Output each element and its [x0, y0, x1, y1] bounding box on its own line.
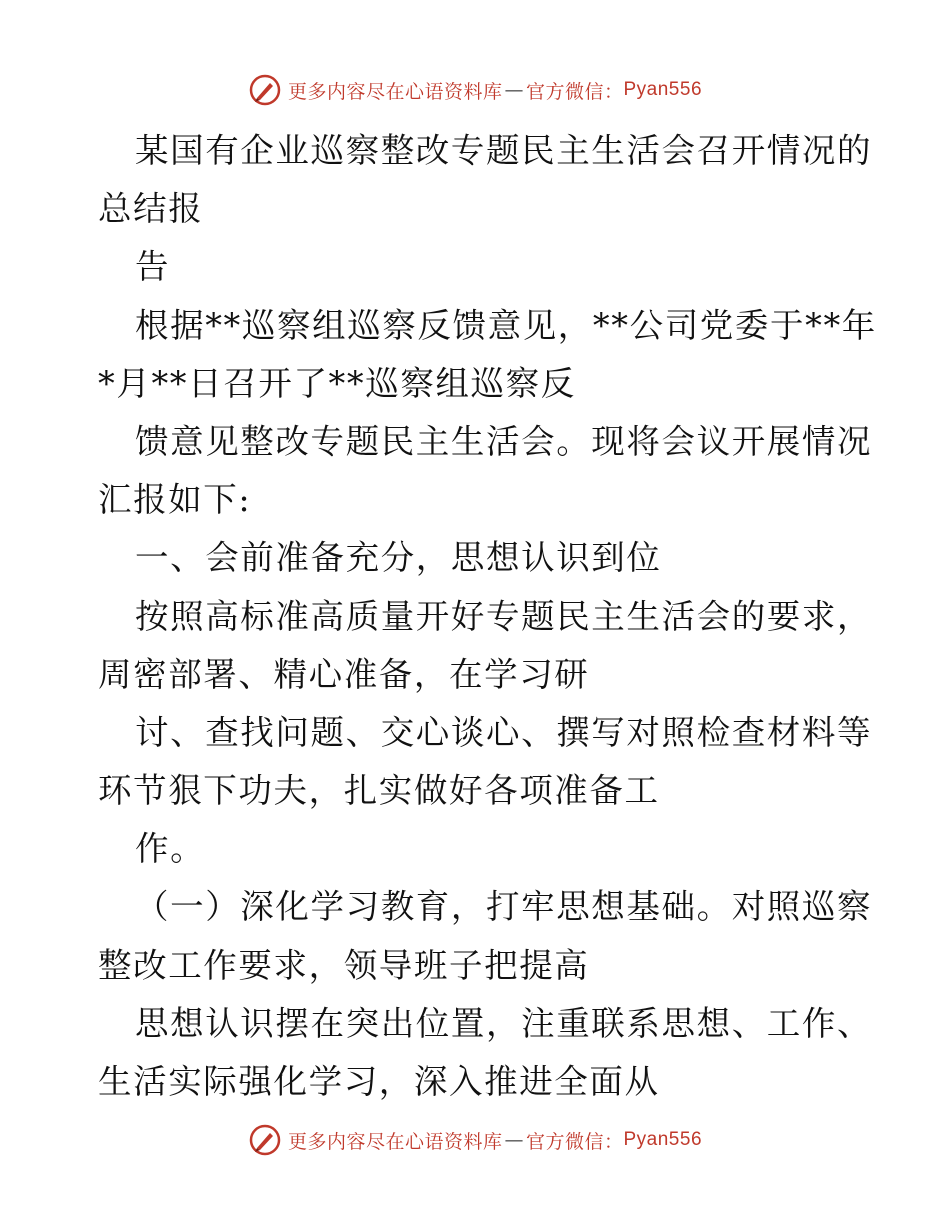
banner-brand: 更多内容尽在心语资料库	[287, 80, 503, 103]
doc-line: *月**日召开了**巡察组巡察反	[98, 363, 576, 403]
doc-line: 根据**巡察组巡察反馈意见，**公司党委于**年	[135, 305, 877, 345]
pen-logo-icon	[248, 1123, 282, 1157]
doc-line: 作。	[135, 829, 206, 869]
banner-dash: —	[504, 1129, 524, 1151]
doc-line: 馈意见整改专题民主生活会。现将会议开展情况	[135, 421, 873, 461]
document-body	[98, 122, 877, 1111]
banner-contact-label: 官方微信：	[525, 1130, 624, 1153]
doc-line: 思想认识摆在突出位置，注重联系思想、工作、	[135, 1003, 873, 1043]
doc-line: 周密部署、精心准备，在学习研	[98, 654, 590, 694]
doc-line: 按照高标准高质量开好专题民主生活会的要求，	[135, 596, 873, 636]
banner-contact-label: 官方微信：	[525, 80, 624, 103]
doc-line: 一、会前准备充分，思想认识到位	[135, 538, 662, 578]
pen-logo-icon	[248, 73, 282, 107]
doc-line: 环节狠下功夫，扎实做好各项准备工	[98, 771, 660, 811]
footer-banner	[0, 1120, 950, 1160]
doc-line: 总结报	[98, 189, 204, 229]
banner-contact-id: Pyan556	[623, 79, 703, 100]
doc-line: （一）深化学习教育，打牢思想基础。对照巡察	[135, 887, 873, 927]
doc-line: 生活实际强化学习，深入推进全面从	[98, 1062, 660, 1101]
doc-line: 汇报如下:	[98, 480, 252, 520]
banner-dash: —	[504, 79, 524, 101]
banner-contact-id: Pyan556	[623, 1129, 703, 1150]
doc-line: 讨、查找问题、交心谈心、撰写对照检查材料等	[135, 712, 873, 752]
header-banner	[0, 70, 950, 110]
doc-line: 整改工作要求，领导班子把提高	[98, 945, 590, 985]
doc-line: 某国有企业巡察整改专题民主生活会召开情况的	[135, 131, 873, 170]
banner-brand: 更多内容尽在心语资料库	[287, 1130, 503, 1153]
doc-line: 告	[135, 247, 171, 287]
